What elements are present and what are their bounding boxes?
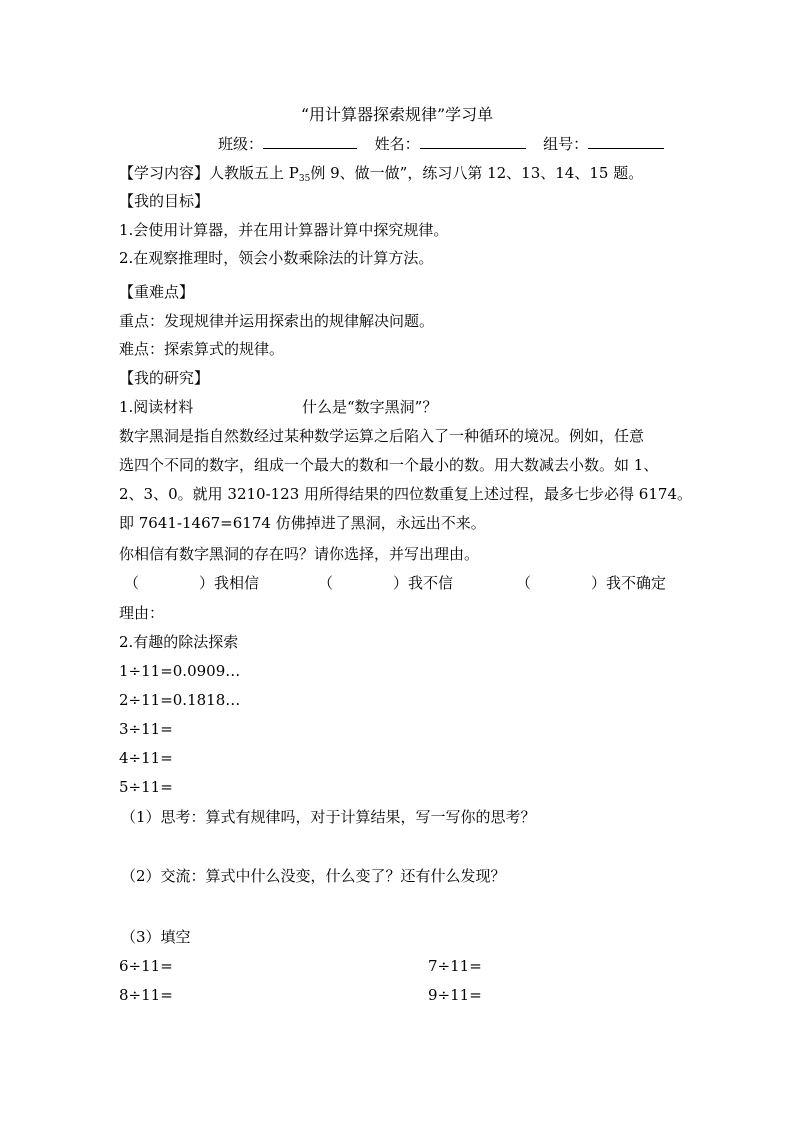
division-line: 1÷11=0.0909… [119, 662, 241, 680]
goal-item: 2.在观察推理时，领会小数乘除法的计算方法。 [119, 249, 434, 267]
option-paren[interactable]: （ ） [124, 574, 215, 592]
research-heading: 【我的研究】 [119, 369, 210, 387]
fill-item: 7÷11= [428, 957, 482, 975]
division-line: 3÷11= [119, 720, 173, 738]
difficulty-point: 难点：探索算式的规律。 [119, 340, 285, 358]
fill-item: 8÷11= [119, 986, 173, 1004]
goals-heading: 【我的目标】 [119, 192, 210, 210]
page-title: “用计算器探索规律”学习单 [300, 105, 494, 124]
group-blank[interactable] [588, 132, 664, 149]
fill-heading: （3）填空 [121, 928, 191, 946]
division-line: 5÷11= [119, 778, 173, 796]
student-info-row [218, 132, 664, 155]
option-paren[interactable]: （ ） [318, 574, 409, 592]
key-points-heading: 【重难点】 [119, 283, 195, 301]
paragraph-line: 数字黑洞是指自然数经过某种数学运算之后陷入了一种循环的境况。例如，任意 [119, 427, 645, 445]
choice-prompt: 你相信有数字黑洞的存在吗？请你选择，并写出理由。 [119, 545, 480, 563]
option-disbelieve[interactable] [318, 573, 453, 593]
learning-content-line [119, 163, 643, 189]
fill-item: 6÷11= [119, 957, 173, 975]
division-line: 4÷11= [119, 749, 173, 767]
paragraph-line: 即 7641-1467=6174 仿佛掉进了黑洞，永远出不来。 [119, 514, 486, 532]
black-hole-question: 什么是“数字黑洞”？ [302, 398, 438, 416]
option-label: 我相信 [214, 574, 260, 592]
discuss-question: （2）交流：算式中什么没变，什么变了？还有什么发现？ [121, 867, 506, 885]
focus-point: 重点：发现规律并运用探索出的规律解决问题。 [119, 312, 435, 330]
paragraph-line: 2、3、0。就用 3210-123 用所得结果的四位数重复上述过程，最多七步必得 6174。 [119, 485, 692, 503]
option-paren[interactable]: （ ） [516, 574, 607, 592]
reading-label: 1.阅读材料 [119, 398, 194, 416]
option-unsure[interactable] [516, 573, 666, 593]
think-question: （1）思考：算式有规律吗，对于计算结果，写一写你的思考？ [121, 808, 536, 826]
learning-content-label: 【学习内容】 [119, 164, 210, 182]
division-heading: 2.有趣的除法探索 [119, 633, 239, 651]
learning-content-post: 例 9、做一做”，练习八第 12、13、14、15 题。 [310, 164, 644, 182]
page-subscript: 35 [298, 174, 311, 184]
option-believe[interactable] [124, 573, 259, 593]
paragraph-line: 选四个不同的数字，组成一个最大的数和一个最小的数。用大数减去小数。如 1、 [119, 456, 659, 474]
goal-item: 1.会使用计算器，并在用计算器计算中探究规律。 [119, 221, 449, 239]
option-label: 我不确定 [606, 574, 667, 592]
name-label: 姓名： [374, 135, 420, 153]
reason-label: 理由： [119, 604, 165, 622]
fill-item: 9÷11= [428, 986, 482, 1004]
class-label: 班级： [218, 135, 264, 153]
group-label: 组号： [543, 135, 589, 153]
option-label: 我不信 [408, 574, 454, 592]
name-blank[interactable] [420, 132, 526, 149]
division-line: 2÷11=0.1818… [119, 691, 241, 709]
learning-content-pre: 人教版五上 P [209, 164, 299, 182]
class-blank[interactable] [263, 132, 357, 149]
